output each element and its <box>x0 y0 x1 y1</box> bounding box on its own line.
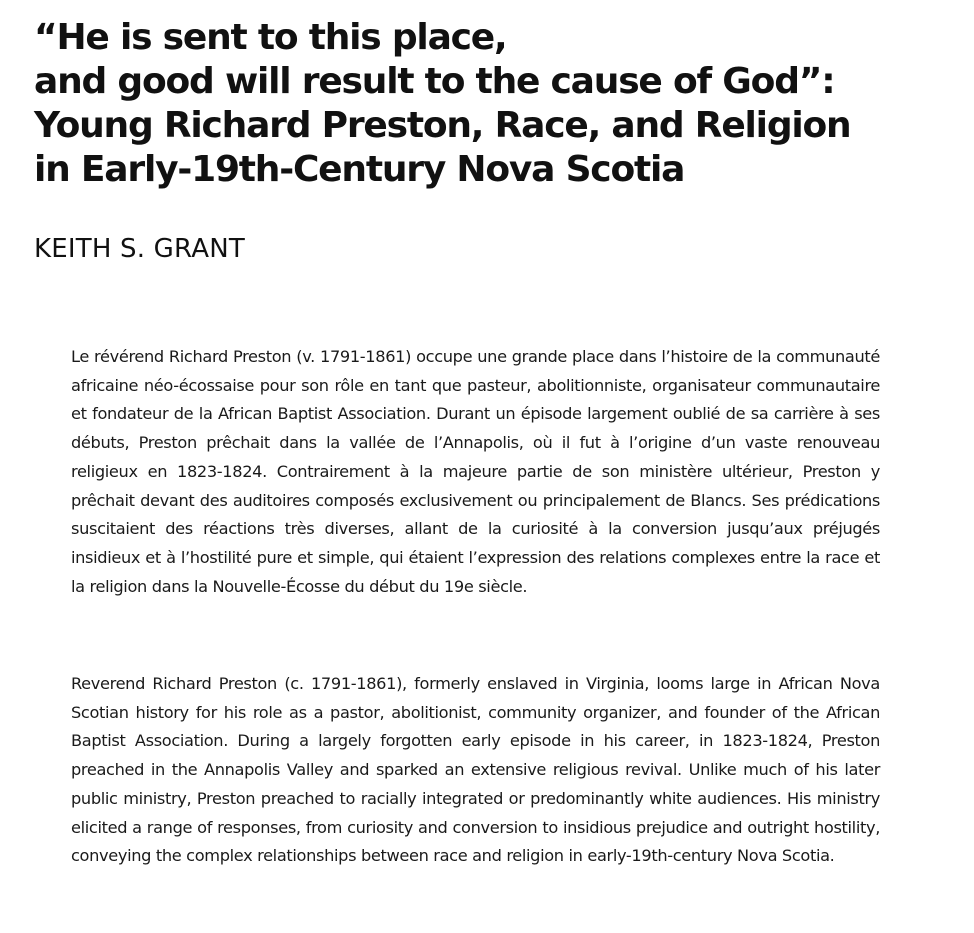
title-line-2: and good will result to the cause of God”: <box>34 61 835 102</box>
abstract-french: Le révérend Richard Preston (v. 1791-1861) occupe une grande place dans l’histoire de la communauté africaine néo-écossaise pour son rôle en tant que pasteur, abolitionniste, organisateur communautaire et fondateur de la African Baptist Association. Durant un épisode largement oublié de sa carrière à ses débuts, Preston prêchait dans la vallée de l’Annapolis, où il fut à l’origine d’un vaste renouveau religieux en 1823-1824. Contrairement à la majeure partie de son ministère ultérieur, Preston y prêchait devant des auditoires composés exclusivement ou principalement de Blancs. Ses prédications suscitaient des réactions très diverses, allant de la curiosité à la conversion jusqu’aux préjugés insidieux et à l’hostilité pure et simple, qui étaient l’expression des relations complexes entre la race et la religion dans la Nouvelle-Écosse du début du 19e siècle. <box>71 347 880 596</box>
title-line-4: in Early-19th-Century Nova Scotia <box>34 149 685 190</box>
author-name: KEITH S. GRANT <box>34 234 245 264</box>
abstract-english: Reverend Richard Preston (c. 1791-1861), formerly enslaved in Virginia, looms large in African Nova Scotian history for his role as a pastor, abolitionist, community organizer, and founder of the African Baptist Association. During a largely forgotten early episode in his career, in 1823-1824, Preston preached in the Annapolis Valley and sparked an extensive religious revival. Unlike much of his later public ministry, Preston preached to racially integrated or predominantly white audiences. His ministry elicited a range of responses, from curiosity and conversion to insidious prejudice and outright hostility, conveying the complex relationships between race and religion in early-19th-century Nova Scotia. <box>71 674 880 866</box>
title-line-1: “He is sent to this place, <box>34 17 507 58</box>
title-line-3: Young Richard Preston, Race, and Religion <box>34 105 851 146</box>
article-title <box>34 16 954 192</box>
